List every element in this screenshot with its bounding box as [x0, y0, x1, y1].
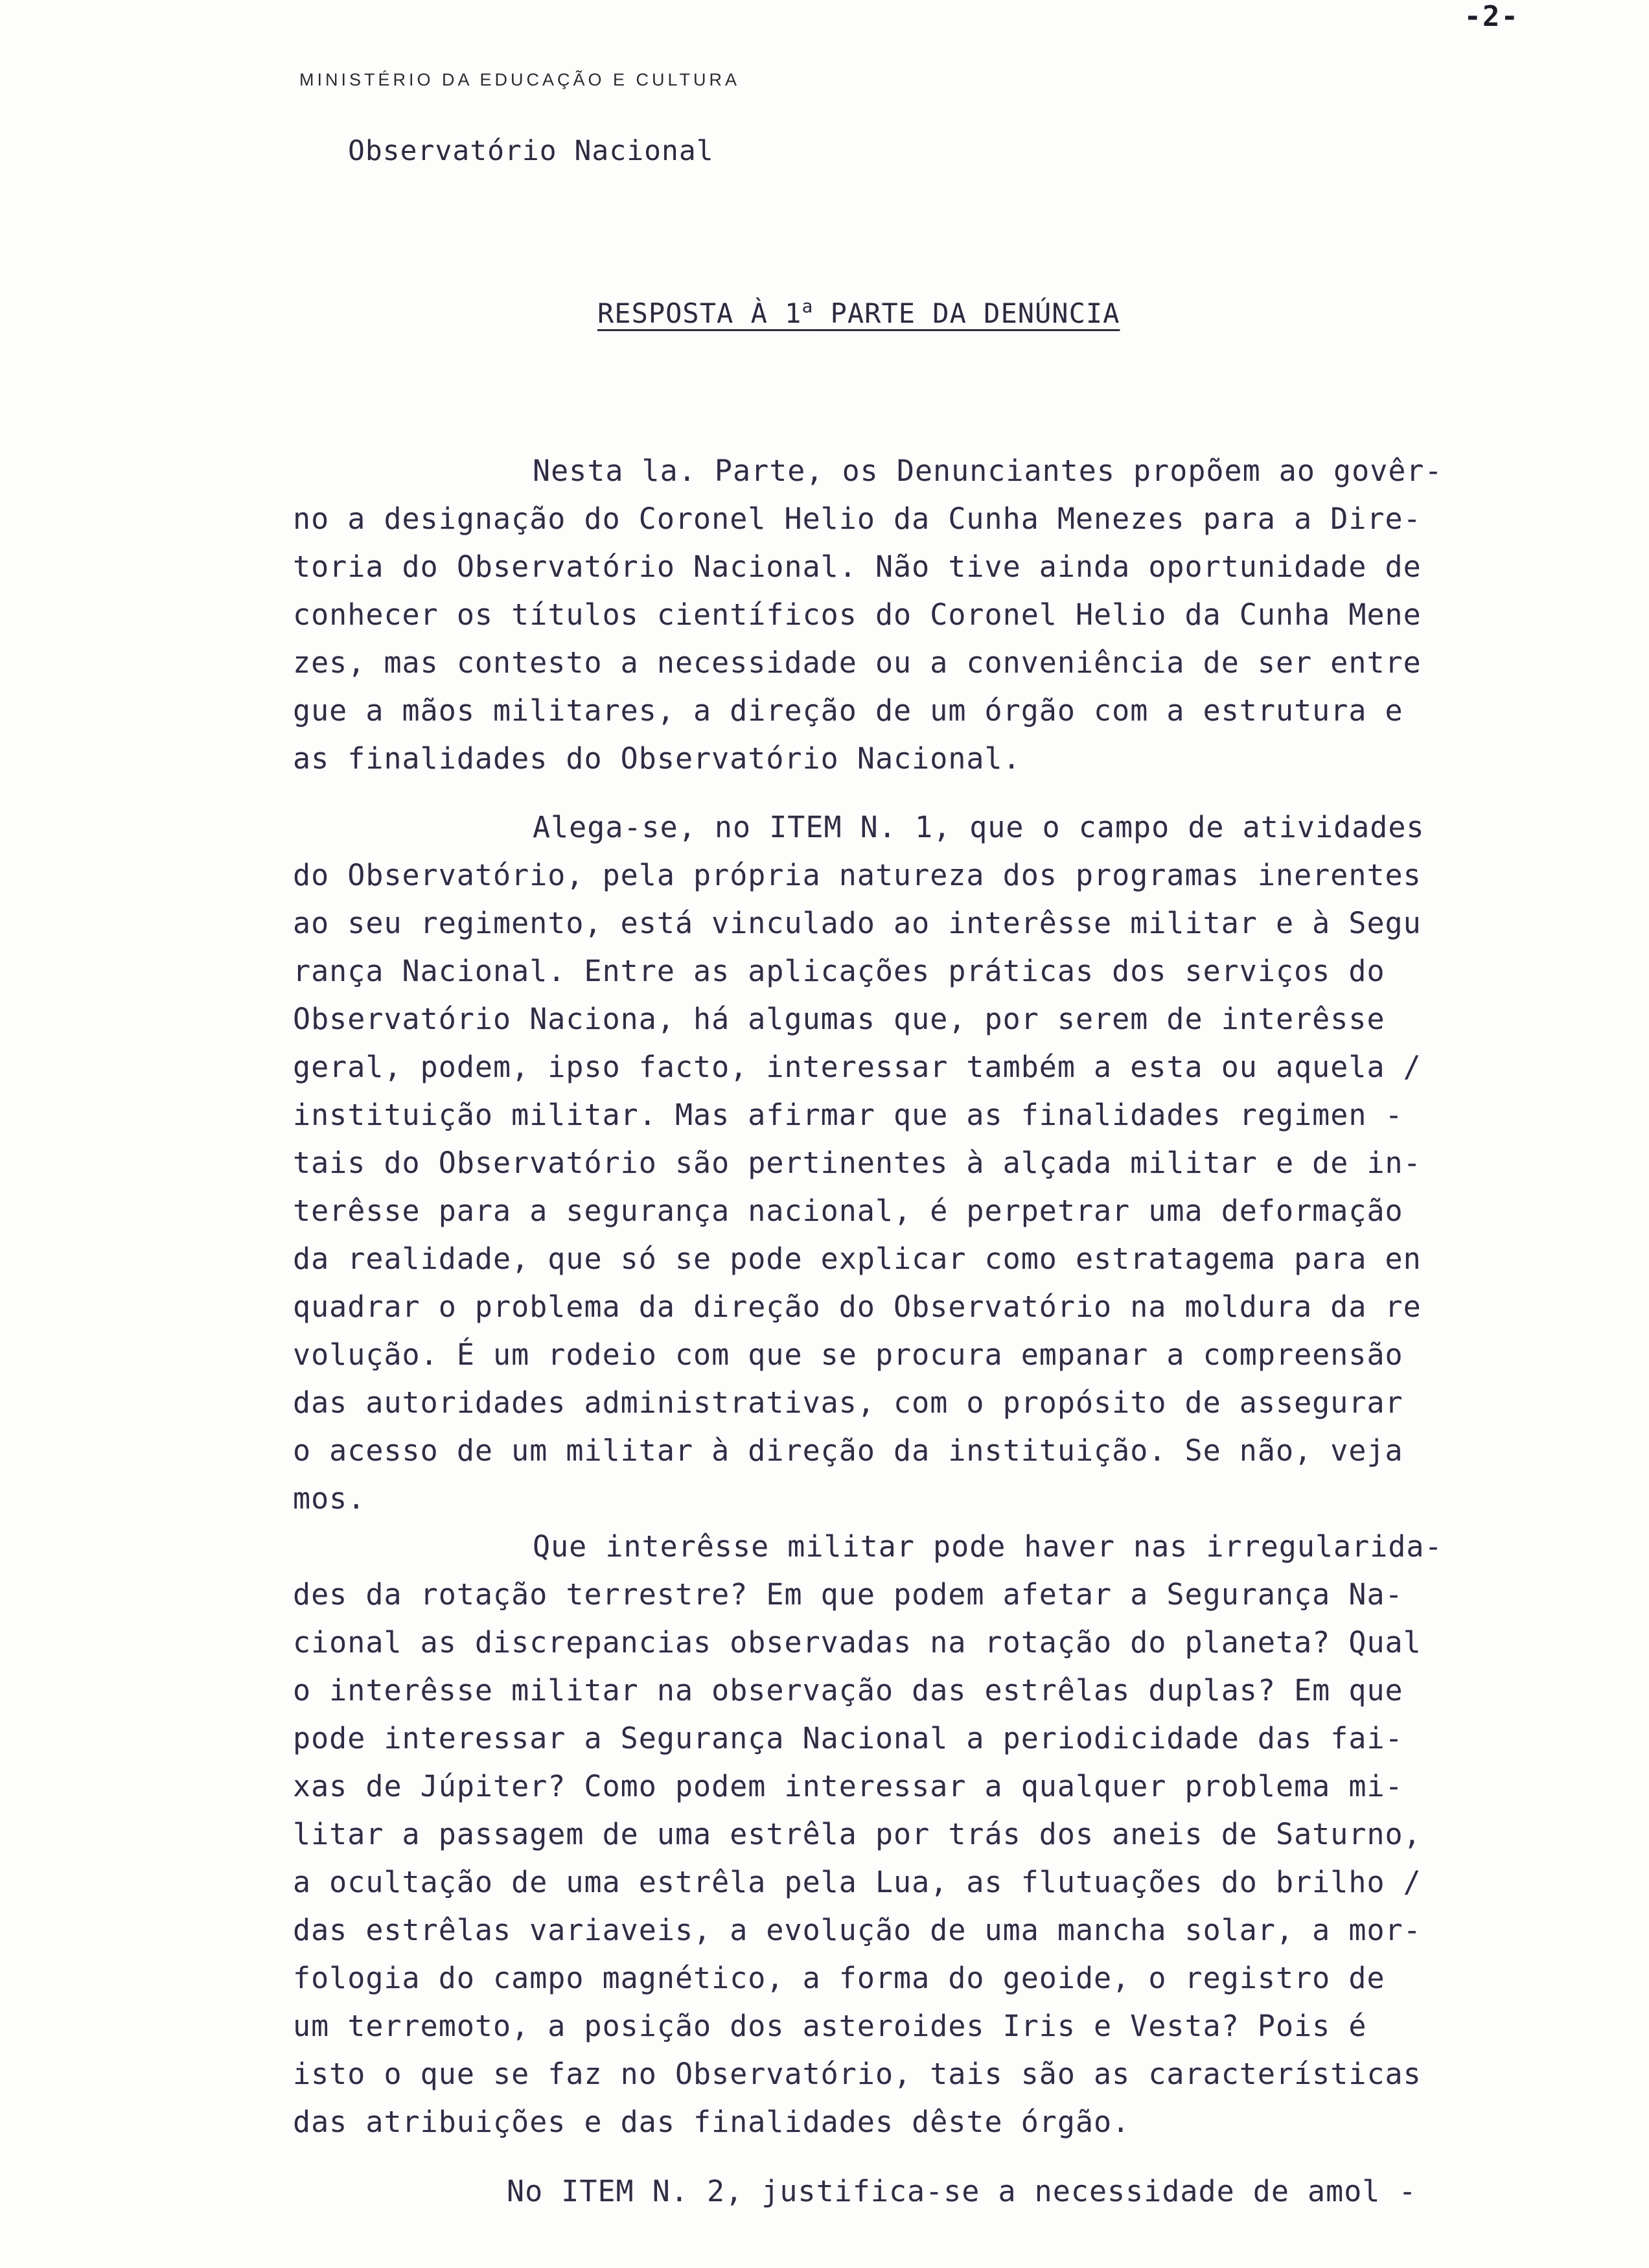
text-line: um terremoto, a posição dos asteroides Iris e Vesta? Pois é: [293, 2009, 1367, 2043]
page-number: -2-: [1464, 0, 1519, 33]
text-line: fologia do campo magnético, a forma do geoide, o registro de: [293, 1961, 1385, 1995]
text-line: as finalidades do Observatório Nacional.: [293, 741, 1021, 776]
text-line: Que interêsse militar pode haver nas irregularida-: [533, 1529, 1443, 1564]
text-line: quadrar o problema da direção do Observatório na moldura da re: [293, 1290, 1422, 1324]
text-line: o acesso de um militar à direção da instituição. Se não, veja: [293, 1433, 1403, 1468]
paragraph-1: [293, 447, 1498, 783]
text-line: das estrêlas variaveis, a evolução de uma mancha solar, a mor-: [293, 1913, 1422, 1947]
text-line: cional as discrepancias observadas na rotação do planeta? Qual: [293, 1625, 1422, 1660]
paragraph-3: [293, 1523, 1498, 2146]
text-line: ao seu regimento, está vinculado ao interêsse militar e à Segu: [293, 906, 1422, 940]
text-line: no a designação do Coronel Helio da Cunha Menezes para a Dire-: [293, 502, 1422, 536]
text-line: instituição militar. Mas afirmar que as finalidades regimen -: [293, 1098, 1403, 1132]
text-line: zes, mas contesto a necessidade ou a conveniência de ser entre: [293, 645, 1422, 680]
text-line: terêsse para a segurança nacional, é perpetrar uma deformação: [293, 1194, 1403, 1228]
text-line: do Observatório, pela própria natureza dos programas inerentes: [293, 858, 1422, 892]
text-line: a ocultação de uma estrêla pela Lua, as flutuações do brilho /: [293, 1865, 1422, 1899]
title-text-before: RESPOSTA À 1: [597, 297, 802, 329]
text-line: das atribuições e das finalidades dêste órgão.: [293, 2105, 1131, 2139]
document-title: [597, 295, 1120, 329]
text-line: da realidade, que só se pode explicar como estratagema para en: [293, 1242, 1422, 1276]
text-line: Observatório Naciona, há algumas que, por serem de interêsse: [293, 1002, 1385, 1036]
paragraph-4: [293, 2168, 1498, 2216]
text-line: rança Nacional. Entre as aplicações práticas dos serviços do: [293, 954, 1385, 988]
title-superscript: a: [801, 295, 814, 317]
paragraph-2: [293, 804, 1498, 1523]
text-line: toria do Observatório Nacional. Não tive ainda oportunidade de: [293, 550, 1422, 584]
title-text-after: PARTE DA DENÚNCIA: [813, 297, 1120, 329]
text-line: gue a mãos militares, a direção de um órgão com a estrutura e: [293, 693, 1403, 728]
institution-name: Observatório Nacional: [348, 135, 714, 167]
text-line: o interêsse militar na observação das estrêlas duplas? Em que: [293, 1673, 1403, 1707]
text-line: Nesta la. Parte, os Denunciantes propõem ao govêr-: [533, 454, 1443, 488]
text-line: volução. É um rodeio com que se procura empanar a compreensão: [293, 1337, 1403, 1372]
text-line: conhecer os títulos científicos do Coronel Helio da Cunha Mene: [293, 597, 1422, 632]
text-line: pode interessar a Segurança Nacional a periodicidade das fai-: [293, 1721, 1403, 1755]
text-line: geral, podem, ipso facto, interessar também a esta ou aquela /: [293, 1050, 1422, 1084]
text-line: Alega-se, no ITEM N. 1, que o campo de atividades: [533, 810, 1425, 844]
text-line: des da rotação terrestre? Em que podem afetar a Segurança Na-: [293, 1577, 1403, 1612]
letterhead: MINISTÉRIO DA EDUCAÇÃO E CULTURA: [299, 70, 741, 89]
text-line: No ITEM N. 2, justifica-se a necessidade de amol -: [507, 2174, 1417, 2208]
text-line: isto o que se faz no Observatório, tais são as características: [293, 2057, 1422, 2091]
text-line: mos.: [293, 1481, 366, 1516]
text-line: xas de Júpiter? Como podem interessar a qualquer problema mi-: [293, 1769, 1403, 1803]
text-line: litar a passagem de uma estrêla por trás dos aneis de Saturno,: [293, 1817, 1422, 1851]
text-line: das autoridades administrativas, com o propósito de assegurar: [293, 1385, 1403, 1420]
text-line: tais do Observatório são pertinentes à alçada militar e de in-: [293, 1146, 1422, 1180]
